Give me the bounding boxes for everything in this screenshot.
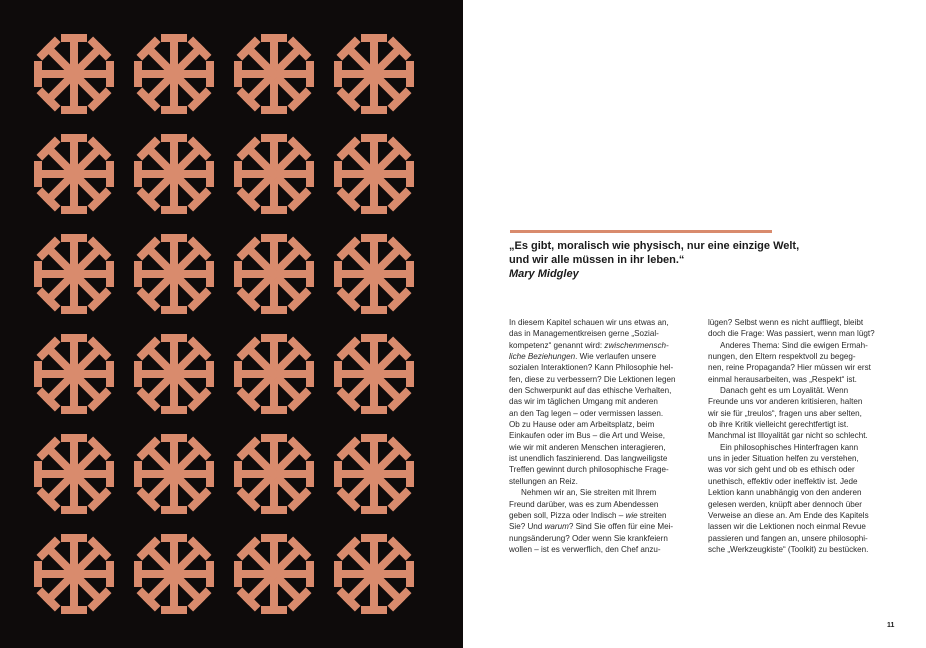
compass-rose-icon — [134, 34, 214, 114]
text-line — [708, 374, 898, 385]
text-line — [509, 487, 699, 498]
compass-rose-icon — [334, 534, 414, 614]
italic-text: zwischenmensch- — [604, 340, 669, 350]
compass-rose-icon — [234, 534, 314, 614]
compass-rose-icon — [234, 434, 314, 514]
text-segment: an den Tag legen – oder vermissen lassen. — [509, 408, 664, 418]
text-line — [509, 396, 699, 407]
text-segment: Manchmal ist Illoyalität gar nicht so schlecht. — [708, 431, 868, 441]
text-segment: Einkaufen oder im Bus – die Art und Weise, — [509, 431, 665, 441]
text-line — [708, 430, 898, 441]
text-line — [509, 430, 699, 441]
text-line — [509, 499, 699, 510]
text-segment: geben soll, Pizza oder Indisch – — [509, 510, 626, 520]
text-line — [708, 396, 898, 407]
text-segment: uns in jeder Situation helfen zu verstehen, — [708, 454, 859, 464]
compass-rose-icon — [134, 434, 214, 514]
text-segment: nungsänderung? Oder wenn Sie krankfeiern — [509, 533, 668, 543]
compass-rose-icon — [334, 434, 414, 514]
text-segment: streiten — [637, 510, 667, 520]
compass-rose-icon — [34, 234, 114, 314]
text-segment: wie wir mit anderen Menschen interagieren, — [509, 442, 666, 452]
text-segment: Ob zu Hause oder am Arbeitsplatz, beim — [509, 420, 655, 430]
text-segment: Freund darüber, was es zum Abendessen — [509, 499, 659, 509]
compass-rose-icon — [134, 134, 214, 214]
text-segment: den Schwerpunkt auf das ethische Verhalten, — [509, 386, 672, 396]
text-line — [708, 419, 898, 430]
text-segment: Verweise an diese an. Am Ende des Kapitels — [708, 510, 869, 520]
text-segment: einmal herausarbeiten, was „Respekt“ ist. — [708, 374, 857, 384]
text-line — [509, 533, 699, 544]
text-line — [509, 544, 699, 555]
text-line — [708, 362, 898, 373]
right-page — [463, 0, 926, 648]
text-segment: Sie? Und — [509, 522, 545, 532]
text-segment: Nehmen wir an, Sie streiten mit Ihrem — [521, 488, 657, 498]
text-segment: Treffen gewinnt durch philosophische Frage- — [509, 465, 669, 475]
text-column-left — [509, 317, 699, 555]
text-line — [509, 464, 699, 475]
text-line — [708, 510, 898, 521]
compass-rose-icon — [334, 334, 414, 414]
text-segment: fen, diese zu verbessern? Die Lektionen legen — [509, 374, 676, 384]
text-segment: ist unendlich faszinierend. Das langweiligste — [509, 454, 668, 464]
text-line — [708, 464, 898, 475]
text-line — [708, 453, 898, 464]
compass-rose-icon — [134, 534, 214, 614]
text-segment: sche „Werkzeugkiste“ (Toolkit) zu bestücken. — [708, 544, 869, 554]
text-segment: wollen – ist es verwerflich, den Chef anzu- — [509, 544, 661, 554]
text-segment: lügen? Selbst wenn es nicht auffliegt, bleibt — [708, 318, 864, 327]
compass-rose-icon — [134, 234, 214, 314]
compass-rose-icon — [34, 134, 114, 214]
compass-rose-icon — [334, 234, 414, 314]
text-segment: das in Managementkreisen gerne „Sozial- — [509, 329, 659, 339]
text-line — [708, 499, 898, 510]
text-line — [708, 351, 898, 362]
text-segment: Ein philosophisches Hinterfragen kann — [720, 442, 859, 452]
text-line — [509, 362, 699, 373]
compass-rose-icon — [234, 134, 314, 214]
text-line — [509, 476, 699, 487]
compass-rose-icon — [234, 34, 314, 114]
text-segment: was vor sich geht und ob es ethisch oder — [708, 465, 855, 475]
italic-text: liche Beziehungen — [509, 352, 576, 362]
text-line — [708, 408, 898, 419]
text-column-right — [708, 317, 898, 555]
text-line — [509, 351, 699, 362]
text-segment: lassen wir die Lektionen noch einmal Revue — [708, 522, 866, 532]
text-line — [509, 328, 699, 339]
text-line — [708, 476, 898, 487]
text-line — [708, 317, 898, 328]
compass-rose-icon — [34, 334, 114, 414]
text-segment: wir sie für „treulos“, fragen uns aber selten, — [708, 408, 862, 418]
quote-line: „Es gibt, moralisch wie physisch, nur eine einzige Welt, — [509, 240, 800, 252]
text-line — [509, 453, 699, 464]
text-line — [509, 419, 699, 430]
quote-line: und wir alle müssen in ihr leben.“ — [509, 254, 685, 266]
text-line — [708, 533, 898, 544]
text-line — [509, 340, 699, 351]
text-segment: das wir im täglichen Umgang mit anderen — [509, 397, 658, 407]
italic-text: wie — [625, 510, 638, 520]
text-segment: Anderes Thema: Sind die ewigen Ermah- — [720, 340, 868, 350]
text-line — [509, 408, 699, 419]
quote-author: Mary Midgley — [509, 268, 579, 280]
text-line — [509, 510, 699, 521]
text-segment: In diesem Kapitel schauen wir uns etwas an, — [509, 318, 669, 327]
text-segment: unethisch, effektiv oder ineffektiv ist. Jede — [708, 476, 858, 486]
compass-rose-icon — [134, 334, 214, 414]
quote-rule — [510, 230, 772, 233]
text-line — [708, 385, 898, 396]
text-segment: nungen, den Eltern respektvoll zu begeg- — [708, 352, 856, 362]
compass-rose-icon — [334, 34, 414, 114]
compass-rose-icon — [34, 534, 114, 614]
text-line — [509, 385, 699, 396]
text-line — [708, 487, 898, 498]
text-line — [509, 521, 699, 532]
compass-rose-icon — [334, 134, 414, 214]
text-segment: . Wie verlaufen unsere — [575, 352, 657, 362]
text-segment: sozialen Interaktionen? Kann Philosophie hel- — [509, 363, 674, 373]
text-segment: Lektion kann unabhängig von den anderen — [708, 488, 862, 498]
text-line — [509, 317, 699, 328]
compass-rose-icon — [34, 34, 114, 114]
text-line — [509, 442, 699, 453]
page-number: 11 — [887, 622, 895, 629]
text-segment: ob ihre Kritik vielleicht gerechtfertigt ist. — [708, 420, 849, 430]
text-line — [708, 544, 898, 555]
compass-rose-icon — [234, 234, 314, 314]
text-segment: nen, reine Propaganda? Hier müssen wir erst — [708, 363, 871, 373]
italic-text: warum — [544, 522, 569, 532]
compass-rose-icon — [34, 434, 114, 514]
text-line — [708, 442, 898, 453]
text-line — [708, 521, 898, 532]
text-line — [509, 374, 699, 385]
text-segment: doch die Frage: Was passiert, wenn man lügt? — [708, 329, 875, 339]
text-segment: passieren und fangen an, unsere philosophi- — [708, 533, 868, 543]
text-segment: stellungen an Reiz. — [509, 476, 578, 486]
text-segment: kompetenz“ genannt wird: — [509, 340, 605, 350]
text-segment: Freunde uns vor anderen kritisieren, halten — [708, 397, 863, 407]
text-segment: ? Sind Sie offen für eine Mei- — [568, 522, 674, 532]
text-line — [708, 328, 898, 339]
text-segment: gelesen werden, knüpft aber dennoch über — [708, 499, 862, 509]
text-segment: Danach geht es um Loyalität. Wenn — [720, 386, 849, 396]
compass-rose-icon — [234, 334, 314, 414]
text-line — [708, 340, 898, 351]
pull-quote — [509, 239, 809, 267]
